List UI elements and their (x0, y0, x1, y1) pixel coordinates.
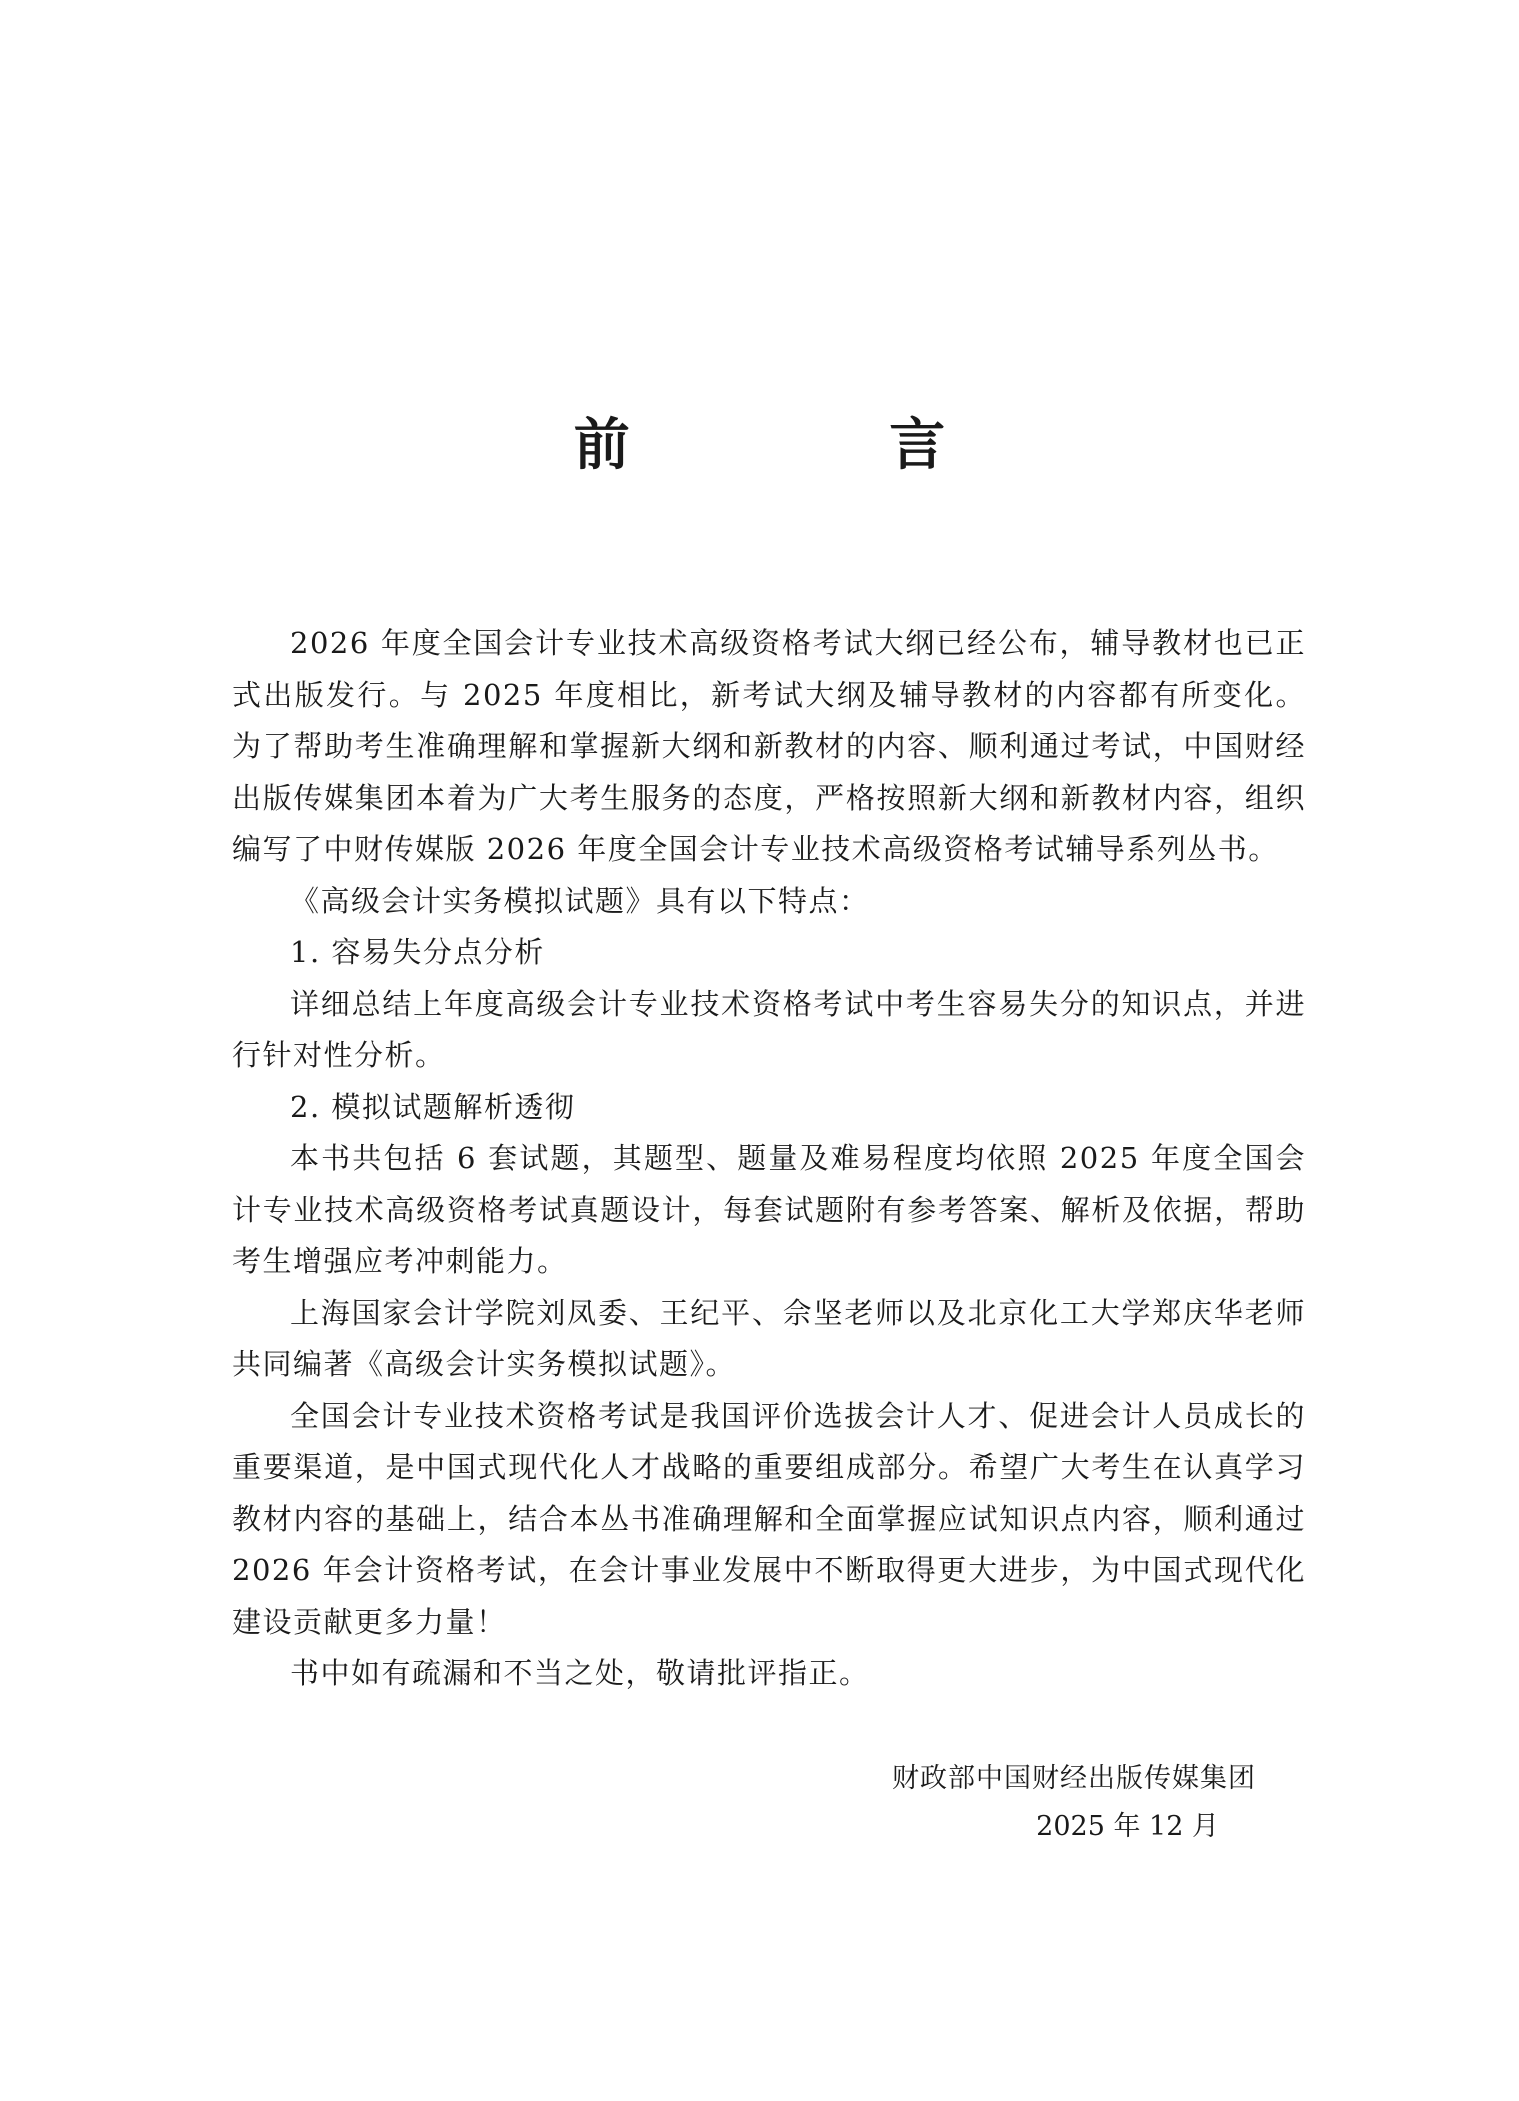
feature-1-title: 1. 容易失分点分析 (290, 935, 545, 969)
feature-2-title: 2. 模拟试题解析透彻 (290, 1089, 576, 1124)
preface-body (232, 618, 1306, 1700)
paragraph-features-heading: 《高级会计实务模拟试题》具有以下特点： (290, 883, 870, 918)
signature-organization: 财政部中国财经出版传媒集团 (892, 1763, 1256, 1794)
feature-1-text: 详细总结上年度高级会计专业技术资格考试中考生容易失分的知识点，并进行针对性分析。 (232, 986, 1306, 1072)
paragraph-corrections: 书中如有疏漏和不当之处，敬请批评指正。 (290, 1656, 870, 1690)
signature-date: 2025 年 12 月 (1036, 1811, 1219, 1842)
feature-2-text: 本书共包括 6 套试题，其题型、题量及难易程度均依照 2025 年度全国会计专业技术高级资格考试真题设计，每套试题附有参考答案、解析及依据，帮助考生增强应考冲刺能力。 (232, 1141, 1306, 1278)
page-title: 前 言 (573, 412, 1066, 478)
paragraph-authors: 上海国家会计学院刘凤委、王纪平、佘坚老师以及北京化工大学郑庆华老师共同编著《高级会计实务模拟试题》。 (232, 1295, 1306, 1381)
paragraph-intro: 2026 年度全国会计专业技术高级资格考试大纲已经公布，辅导教材也已正式出版发行。与 2025 年度相比，新考试大纲及辅导教材的内容都有所变化。为了帮助考生准确理解和掌握新大纲和新教材的内容、顺利通过考试，中国财经出版传媒集团本着为广大考生服务的态度，严格按照新大纲和新教材内容，组织编写了中财传媒版 2026 年度全国会计专业技术高级资格考试辅导系列丛书。 (232, 626, 1306, 866)
paragraph-closing: 全国会计专业技术资格考试是我国评价选拔会计人才、促进会计人员成长的重要渠道，是中国式现代化人才战略的重要组成部分。希望广大考生在认真学习教材内容的基础上，结合本丛书准确理解和全面掌握应试知识点内容，顺利通过 2026 年会计资格考试，在会计事业发展中不断取得更大进步，为中国式现代化建设贡献更多力量！ (232, 1398, 1306, 1639)
signature-block (892, 1755, 1256, 1851)
